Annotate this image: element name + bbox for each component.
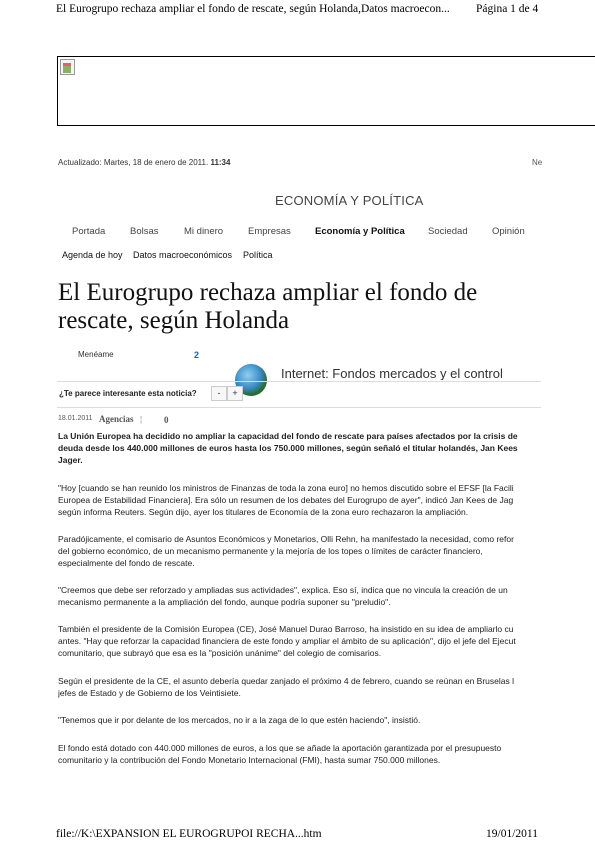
updated-label: Actualizado: [58, 158, 102, 167]
print-footer-date: 19/01/2011 [486, 828, 538, 840]
print-footer-path: file://K:\EXPANSION EL EUROGRUPOI RECHA...htm [56, 828, 322, 840]
nav-empresas[interactable]: Empresas [248, 226, 291, 237]
article-source: Agencias [99, 414, 134, 424]
nav-opinion[interactable]: Opinión [492, 226, 525, 237]
article-paragraph: También el presidente de la Comisión Europea (CE), José Manuel Durao Barroso, ha insistido en su idea de ampliarlo cu antes. "Hay que reforzar la capacidad financiera de este fondo y ampliar el ámbito de su aplicación", dijo el jefe del Ejecut comunitario, que subrayó que esa es la "posición unánime" del colegio de comisarios. [58, 624, 516, 659]
header-cut-text: Ne [532, 158, 543, 167]
article-title: El Eurogrupo rechaza ampliar el fondo de rescate, según Holanda [58, 279, 478, 334]
rate-plus-button[interactable]: + [227, 386, 243, 401]
broken-image-icon [60, 59, 75, 75]
updated-time: 11:34 [210, 158, 231, 167]
article-paragraph: Según el presidente de la CE, el asunto debería quedar zanjado el próximo 4 de febrero, cuando se reúnan en Bruselas l jefes de Estado y de Gobierno de los Veintisiete. [58, 676, 514, 699]
nav-portada[interactable]: Portada [72, 226, 106, 237]
nav-bolsas[interactable]: Bolsas [130, 226, 159, 237]
article-paragraph: Paradójicamente, el comisario de Asuntos Económicos y Monetarios, Olli Rehn, ha manifestado la necesidad, como refor del gobierno económico, de un mecanismo permanente y la mejoría de los topes o límites de carácter financiero, especialmente del fondo de rescate. [58, 534, 514, 569]
article-paragraph: "Creemos que debe ser reforzado y ampliadas sus actividades", explica. Eso sí, indica que no vincula la creación de un mecanismo permanente a la ampliación del fondo, aunque podría suponer su "preludio". [58, 585, 508, 608]
print-page-number: Página 1 de 4 [476, 3, 539, 15]
rate-minus-button[interactable]: - [211, 386, 227, 401]
nav-economia-politica[interactable]: Economía y Política [315, 226, 405, 237]
nav-sociedad[interactable]: Sociedad [428, 226, 468, 237]
updated-date: Martes, 18 de enero de 2011. [103, 158, 209, 167]
comment-icon[interactable]: ¦ [140, 415, 143, 424]
rating-question: ¿Te parece interesante esta noticia? [59, 389, 197, 398]
overlapped-text: Internet: Fondos mercados y el control [281, 366, 503, 380]
print-header-title: El Eurogrupo rechaza ampliar el fondo de rescate, según Holanda,Datos macroecon... [56, 3, 450, 15]
updated-line [58, 158, 230, 167]
meneame-count: 2 [194, 350, 200, 360]
article-paragraph: "Tenemos que ir por delante de los mercados, no ir a la zaga de lo que estén haciendo", insistió. [58, 715, 421, 725]
meneame-label[interactable]: Menéame [78, 350, 114, 359]
article-date: 18.01.2011 [58, 415, 93, 422]
comment-count[interactable]: 0 [164, 415, 169, 425]
print-header [56, 3, 595, 15]
subnav-politica[interactable]: Política [243, 250, 273, 260]
subnav-datos-macro[interactable]: Datos macroeconómicos [133, 250, 233, 260]
article-lead: La Unión Europea ha decidido no ampliar la capacidad del fondo de rescate para países afectados por la crisis de deuda desde los 440.000 millones de euros hasta los 750.000 millones, según señaló el titular holandés, Jan Kees Jager. [58, 431, 518, 466]
nav-mi-dinero[interactable]: Mi dinero [184, 226, 224, 237]
article-paragraph: "Hoy [cuando se han reunido los ministros de Finanzas de toda la zona euro] no hemos discutido sobre el EFSF [la Facili Europea de Estabilidad Financiera]. Era sólo un resumen de los debates del Eurogrupo de ayer", indicó Jan Kees de Jag según informa Reuters. Según dijo, ayer los titulares de Economía de la zona euro rechazaron la ampliación. [58, 483, 514, 518]
banner-ad [57, 56, 595, 126]
article-paragraph: El fondo está dotado con 440.000 millones de euros, a los que se añade la aportación garantizada por el presupuesto comunitario y la contribución del Fondo Monetario Internacional (FMI), hasta sumar 750.000 millones. [58, 743, 502, 766]
subnav-agenda[interactable]: Agenda de hoy [62, 250, 123, 260]
